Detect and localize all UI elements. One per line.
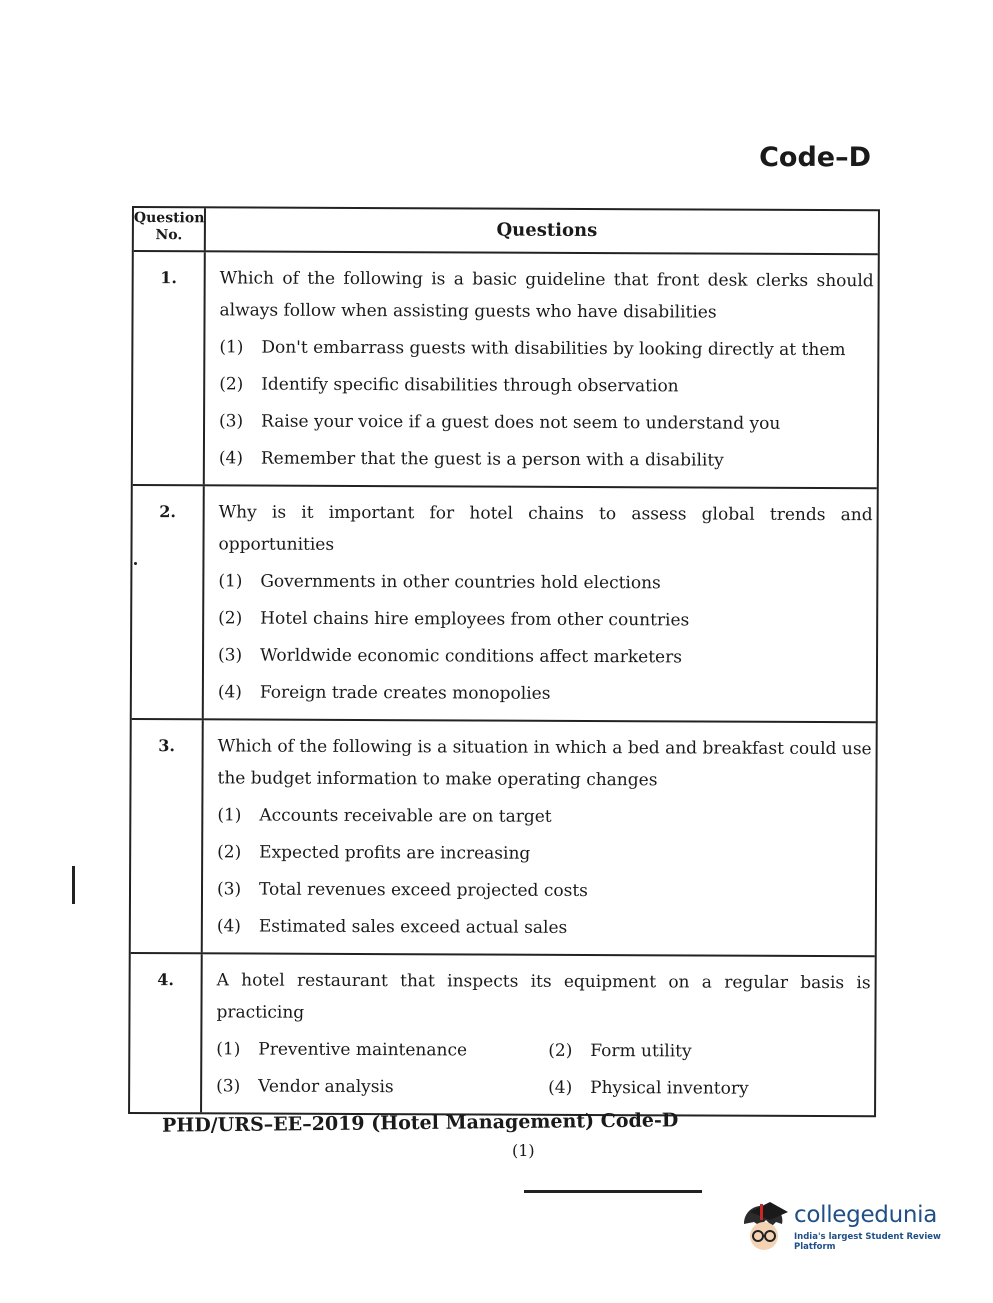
option-text: Expected profits are increasing [259, 842, 531, 864]
option-number: (2) [219, 374, 244, 395]
option-number: (1) [218, 571, 243, 592]
option-text: Preventive maintenance [258, 1039, 468, 1061]
option-text: Worldwide economic conditions affect marketers [259, 645, 683, 668]
option-number: (4) [218, 448, 244, 469]
question-text: A hotel restaurant that inspects its equipment on a regular basis is practicing [216, 970, 871, 1023]
option-text: Form utility [590, 1041, 692, 1062]
option-number: (4) [548, 1077, 573, 1098]
option [218, 639, 872, 674]
option-text: Governments in other countries hold elections [260, 571, 661, 594]
question-number: 1. [133, 252, 206, 484]
option [217, 910, 871, 945]
option [218, 602, 872, 637]
option [548, 1072, 870, 1105]
table-header-row [134, 208, 878, 253]
question-number: 3. [131, 720, 204, 952]
question-text: Which of the following is a basic guideline that front desk clerks should always follow when assisting guests who have disabilities [219, 268, 874, 323]
option-text: Physical inventory [590, 1078, 749, 1099]
option [219, 405, 873, 440]
option [219, 442, 873, 477]
option [216, 1033, 538, 1066]
option-number: (3) [216, 879, 242, 900]
option-text: Don't embarrass guests with disabilities by looking directly at them [261, 337, 846, 361]
option-number: (4) [217, 682, 243, 703]
logo-wordmark: collegedunia [794, 1202, 938, 1228]
option-text: Remember that the guest is a person with a disability [260, 448, 724, 471]
option-number: (2) [548, 1040, 573, 1061]
option [217, 799, 871, 834]
questions-table [128, 206, 880, 1117]
question-row-4 [130, 952, 875, 1115]
header-questions: Questions [496, 219, 598, 242]
option [218, 565, 872, 600]
option-number: (1) [216, 1039, 241, 1060]
header-question-no: Question No. [134, 208, 206, 250]
footer-title: PHD/URS–EE–2019 (Hotel Management) Code-D [161, 1109, 679, 1137]
option-text: Accounts receivable are on target [259, 805, 552, 827]
option-number: (3) [217, 645, 243, 666]
option [217, 836, 871, 871]
option-number: (1) [217, 805, 242, 826]
option-text: Estimated sales exceed actual sales [258, 916, 568, 938]
question-row-3 [131, 718, 876, 955]
option-text: Vendor analysis [258, 1076, 394, 1098]
graduate-mascot-icon [738, 1198, 794, 1254]
options-grid [216, 1028, 870, 1105]
question-row-1 [133, 250, 878, 487]
option-number: (2) [217, 842, 242, 863]
option [217, 873, 871, 908]
code-label: Code–D [759, 142, 871, 173]
collegedunia-logo [738, 1198, 958, 1258]
mascot-tassel [760, 1204, 763, 1220]
option-text: Foreign trade creates monopolies [259, 682, 551, 704]
option-text: Identify specific disabilities through observation [261, 374, 679, 397]
option-number: (3) [219, 411, 244, 432]
option [548, 1035, 870, 1068]
footer-rule [524, 1190, 702, 1193]
question-body [202, 954, 875, 1115]
question-number: 4. [130, 954, 203, 1112]
question-body [204, 486, 877, 721]
option-text: Total revenues exceed projected costs [258, 879, 588, 901]
option [219, 331, 873, 366]
question-number: 2. [132, 486, 205, 718]
option [218, 676, 872, 711]
page-number: (1) [512, 1141, 535, 1160]
question-text: Why is it important for hotel chains to assess global trends and opportunities [218, 502, 873, 555]
option [219, 368, 873, 403]
option-number: (4) [216, 916, 241, 937]
logo-tagline: India's largest Student Review Platform [794, 1232, 941, 1252]
option-text: Hotel chains hire employees from other countries [260, 608, 690, 631]
question-body [203, 720, 876, 955]
question-row-2 [132, 484, 877, 721]
option-number: (2) [218, 608, 243, 629]
option-number: (1) [219, 337, 244, 358]
question-body [205, 252, 878, 487]
option-number: (3) [216, 1076, 241, 1097]
option [216, 1070, 538, 1103]
question-text: Which of the following is a situation in which a bed and breakfast could use the budget information to make operating changes [217, 736, 872, 791]
option-text: Raise your voice if a guest does not seem to understand you [261, 411, 781, 434]
scan-mark-left [72, 866, 75, 904]
